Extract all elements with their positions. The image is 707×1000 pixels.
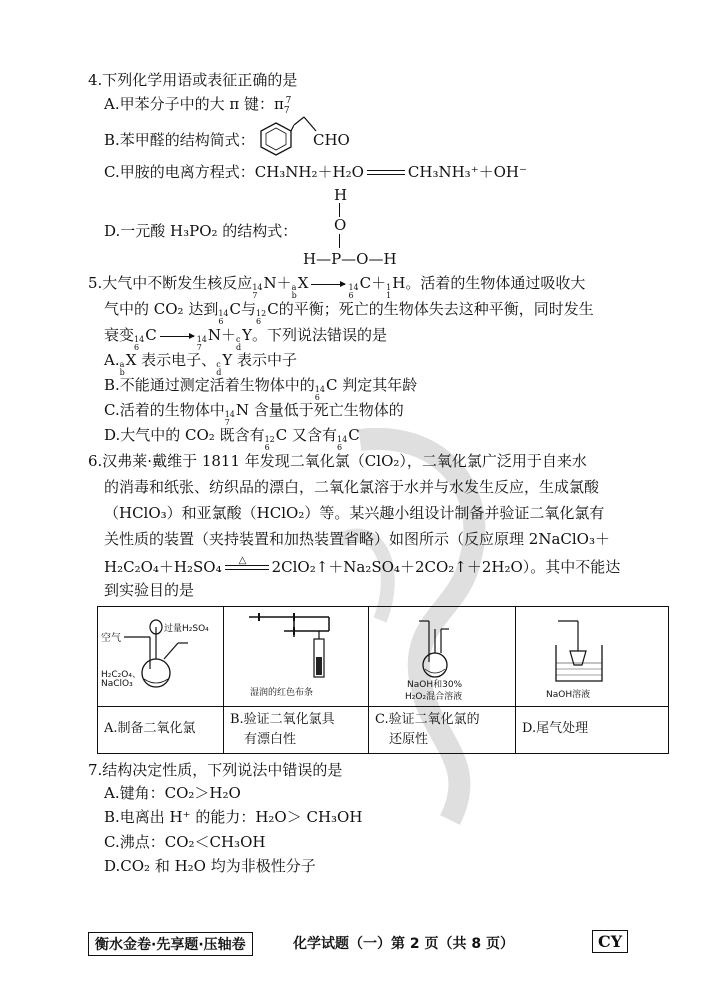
q5-option-a: A. a b X 表示电子、 c d Y 表示中子: [104, 351, 297, 377]
q7-option-b: B.电离出 H⁺ 的能力：H₂O＞ CH₃OH: [104, 808, 363, 826]
benzene-ring: [258, 121, 294, 157]
fig-d-drawing: [516, 607, 673, 707]
apparatus-table: [97, 606, 669, 754]
caption-c: C.验证二氧化氯的 还原性: [369, 707, 516, 754]
q6-line5: H₂C₂O₄＋H₂SO₄ △ 2ClO₂↑＋Na₂SO₄＋2CO₂↑＋2H₂O）。其中不能达: [104, 555, 621, 576]
q4-option-a: A.甲苯分子中的大 π 键：$\pi_7^7$: [104, 95, 292, 116]
bond-line: [339, 234, 340, 248]
q6-line6: 到实验目的是: [104, 581, 195, 599]
fig-d: [516, 607, 669, 707]
q5-line2: 气中的 CO₂ 达到 14 6 C与 12 6 C的平衡；死亡的生物体失去这种平衡，同时发生: [104, 300, 594, 326]
fig-a-acid-label: 过量H₂SO₄: [164, 624, 209, 634]
fig-b-label: 湿润的红色布条: [250, 688, 314, 698]
q7-option-d: D.CO₂ 和 H₂O 均为非极性分子: [104, 857, 316, 875]
q4-stem: 4.下列化学用语或表征正确的是: [88, 71, 298, 89]
fig-a: [98, 607, 224, 707]
fig-a-reagent2: NaClO₃: [101, 679, 133, 689]
fig-c: [369, 607, 516, 707]
q4-option-d: D.一元酸 H₃PO₂ 的结构式：: [104, 222, 298, 240]
q7-stem: 7.结构决定性质，下列说法中错误的是: [88, 761, 343, 779]
fig-d-label: NaOH溶液: [546, 690, 591, 700]
q4-option-c: C.甲胺的电离方程式：CH₃NH₂＋H₂O CH₃NH₃⁺＋OH⁻: [104, 163, 527, 181]
q5-option-b: B.不能通过测定活着生物体中的 14 6 C 判定其年龄: [104, 376, 418, 402]
footer-series: 衡水金卷·先享题·压轴卷: [88, 932, 253, 956]
fig-c-label1: NaOH和30%: [407, 680, 463, 690]
footer-code: CY: [592, 930, 628, 953]
h3po2-bottom: H—P—O—H: [303, 250, 397, 268]
fig-a-reagent1: H₂C₂O₄、: [101, 670, 141, 680]
q7-option-a: A.键角：CO₂＞H₂O: [104, 784, 241, 802]
q5-line3: 衰变 14 6 C 14 7 N＋ c d Y。下列说法错误的是: [104, 326, 388, 352]
q7-option-c: C.沸点：CO₂＜CH₃OH: [104, 833, 266, 851]
caption-d: D.尾气处理: [516, 707, 669, 754]
caption-b: B.验证二氧化氯具 有漂白性: [224, 707, 369, 754]
fig-a-air-label: 空气: [101, 633, 121, 644]
q5-option-d: D.大气中的 CO₂ 既含有 12 6 C 又含有 14 6 C: [104, 426, 360, 452]
h3po2-h-top: H: [334, 186, 348, 204]
bond-line: [339, 203, 340, 217]
footer-subject: 化学试题（一）第 2 页（共 8 页）: [293, 936, 514, 952]
caption-a: A.制备二氧化氯: [98, 707, 224, 754]
q5-option-c: C.活着的生物体中 14 7 N 含量低于死亡生物体的: [104, 401, 404, 427]
q4-b-cho: CHO: [313, 131, 350, 149]
fig-b: [224, 607, 369, 707]
q6-line1: 6.汉弗莱·戴维于 1811 年发现二氧化氯（ClO₂），二氧化氯广泛用于自来水: [88, 452, 587, 470]
fig-c-label2: H₂O₂混合溶液: [405, 692, 463, 702]
q5-line1: 5.大气中不断发生核反应 14 7 N＋ a b X 14 6 C＋ 1 1 H。活着的生物体通过吸收大: [88, 274, 586, 300]
h3po2-o-top: O: [334, 216, 347, 234]
q6-line4: 关性质的装置（夹持装置和加热装置省略）如图所示（反应原理 2NaClO₃＋: [104, 530, 610, 548]
q6-line2: 的消毒和纸张、纺织品的漂白，二氧化氯溶于水并与水发生反应，生成氯酸: [104, 478, 600, 496]
q6-line3: （HClO₃）和亚氯酸（HClO₂）等。某兴趣小组设计制备并验证二氧化氯有: [104, 504, 605, 522]
q4-option-b: B.苯甲醛的结构简式：: [104, 131, 255, 149]
